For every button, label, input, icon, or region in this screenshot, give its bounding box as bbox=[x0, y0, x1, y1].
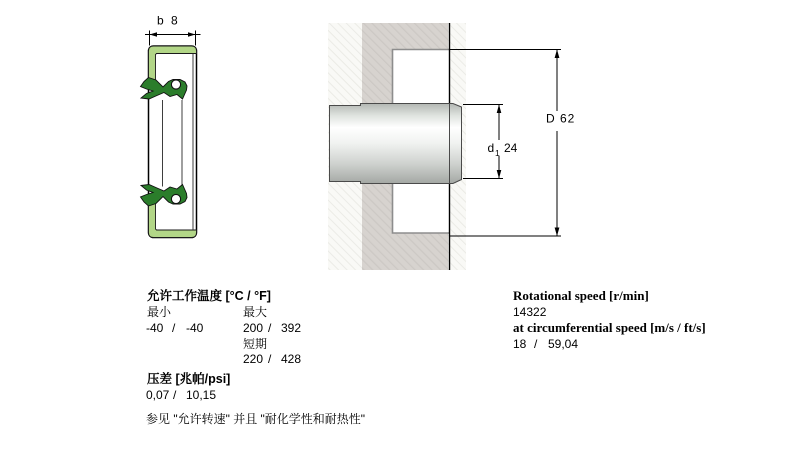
temp-short-separator: / bbox=[268, 352, 272, 366]
temp-min-c: -40 bbox=[146, 321, 164, 335]
max-label: 最大 bbox=[243, 305, 268, 319]
temperature-values-row bbox=[146, 321, 346, 336]
seal-cross-section bbox=[141, 14, 201, 238]
temp-min-f: -40 bbox=[186, 321, 204, 335]
dimension-d1-arrow-down bbox=[497, 170, 502, 179]
circ-speed-ms: 18 bbox=[513, 337, 527, 351]
dimension-b bbox=[145, 31, 201, 46]
dimension-b-arrow-left bbox=[150, 32, 158, 37]
dimension-d1-label-sub: 1 bbox=[495, 148, 500, 158]
pressure-psi: 10,15 bbox=[186, 388, 217, 402]
rotational-speed-header: Rotational speed [r/min] bbox=[513, 288, 649, 303]
short-term-values-row bbox=[146, 352, 346, 367]
temp-short-f: 428 bbox=[281, 352, 302, 366]
see-also-note: 参见 "允许转速" 并且 "耐化学性和耐热性" bbox=[146, 412, 366, 426]
dimension-D-arrow-up bbox=[555, 50, 560, 59]
rotational-speed-value: 14322 bbox=[513, 305, 547, 319]
shaft bbox=[330, 104, 462, 184]
short-term-label: 短期 bbox=[243, 337, 268, 351]
circumferential-speed-header: at circumferential speed [m/s / ft/s] bbox=[513, 320, 706, 335]
upper-seal-seat-notch bbox=[393, 50, 450, 104]
pressure-separator: / bbox=[173, 388, 177, 402]
circumferential-speed-row bbox=[513, 337, 633, 352]
pressure-mpa: 0,07 bbox=[146, 388, 170, 402]
seal-garter-spring-lower bbox=[171, 194, 180, 203]
dimension-D-label: D 62 bbox=[546, 111, 576, 126]
lower-seal-seat-notch bbox=[393, 184, 450, 234]
temperature-column-labels bbox=[146, 305, 346, 320]
temp-short-c: 220 bbox=[243, 352, 264, 366]
temp-max-c: 200 bbox=[243, 321, 264, 335]
dimension-d1-label-d: d bbox=[487, 141, 495, 155]
circ-speed-separator: / bbox=[534, 337, 538, 351]
dimension-b-arrow-right bbox=[188, 32, 196, 37]
dimension-d1-arrow-up bbox=[497, 105, 502, 114]
seal-garter-spring-upper bbox=[171, 80, 180, 89]
temperature-header: 允许工作温度 [°C / °F] bbox=[147, 289, 271, 303]
dimension-D-arrow-down bbox=[555, 228, 560, 237]
dimension-d1 bbox=[463, 105, 503, 179]
pressure-values-row bbox=[146, 388, 346, 403]
circ-speed-fts: 59,04 bbox=[548, 337, 579, 351]
dimension-b-label: b 8 bbox=[157, 13, 180, 28]
temp-max-separator: / bbox=[268, 321, 272, 335]
min-label: 最小 bbox=[147, 305, 172, 319]
mounting-cross-section bbox=[328, 23, 575, 270]
pressure-header: 压差 [兆帕/psi] bbox=[147, 372, 231, 386]
temp-max-f: 392 bbox=[281, 321, 302, 335]
temp-min-separator: / bbox=[172, 321, 176, 335]
dimension-d1-label-value: 24 bbox=[504, 141, 518, 155]
